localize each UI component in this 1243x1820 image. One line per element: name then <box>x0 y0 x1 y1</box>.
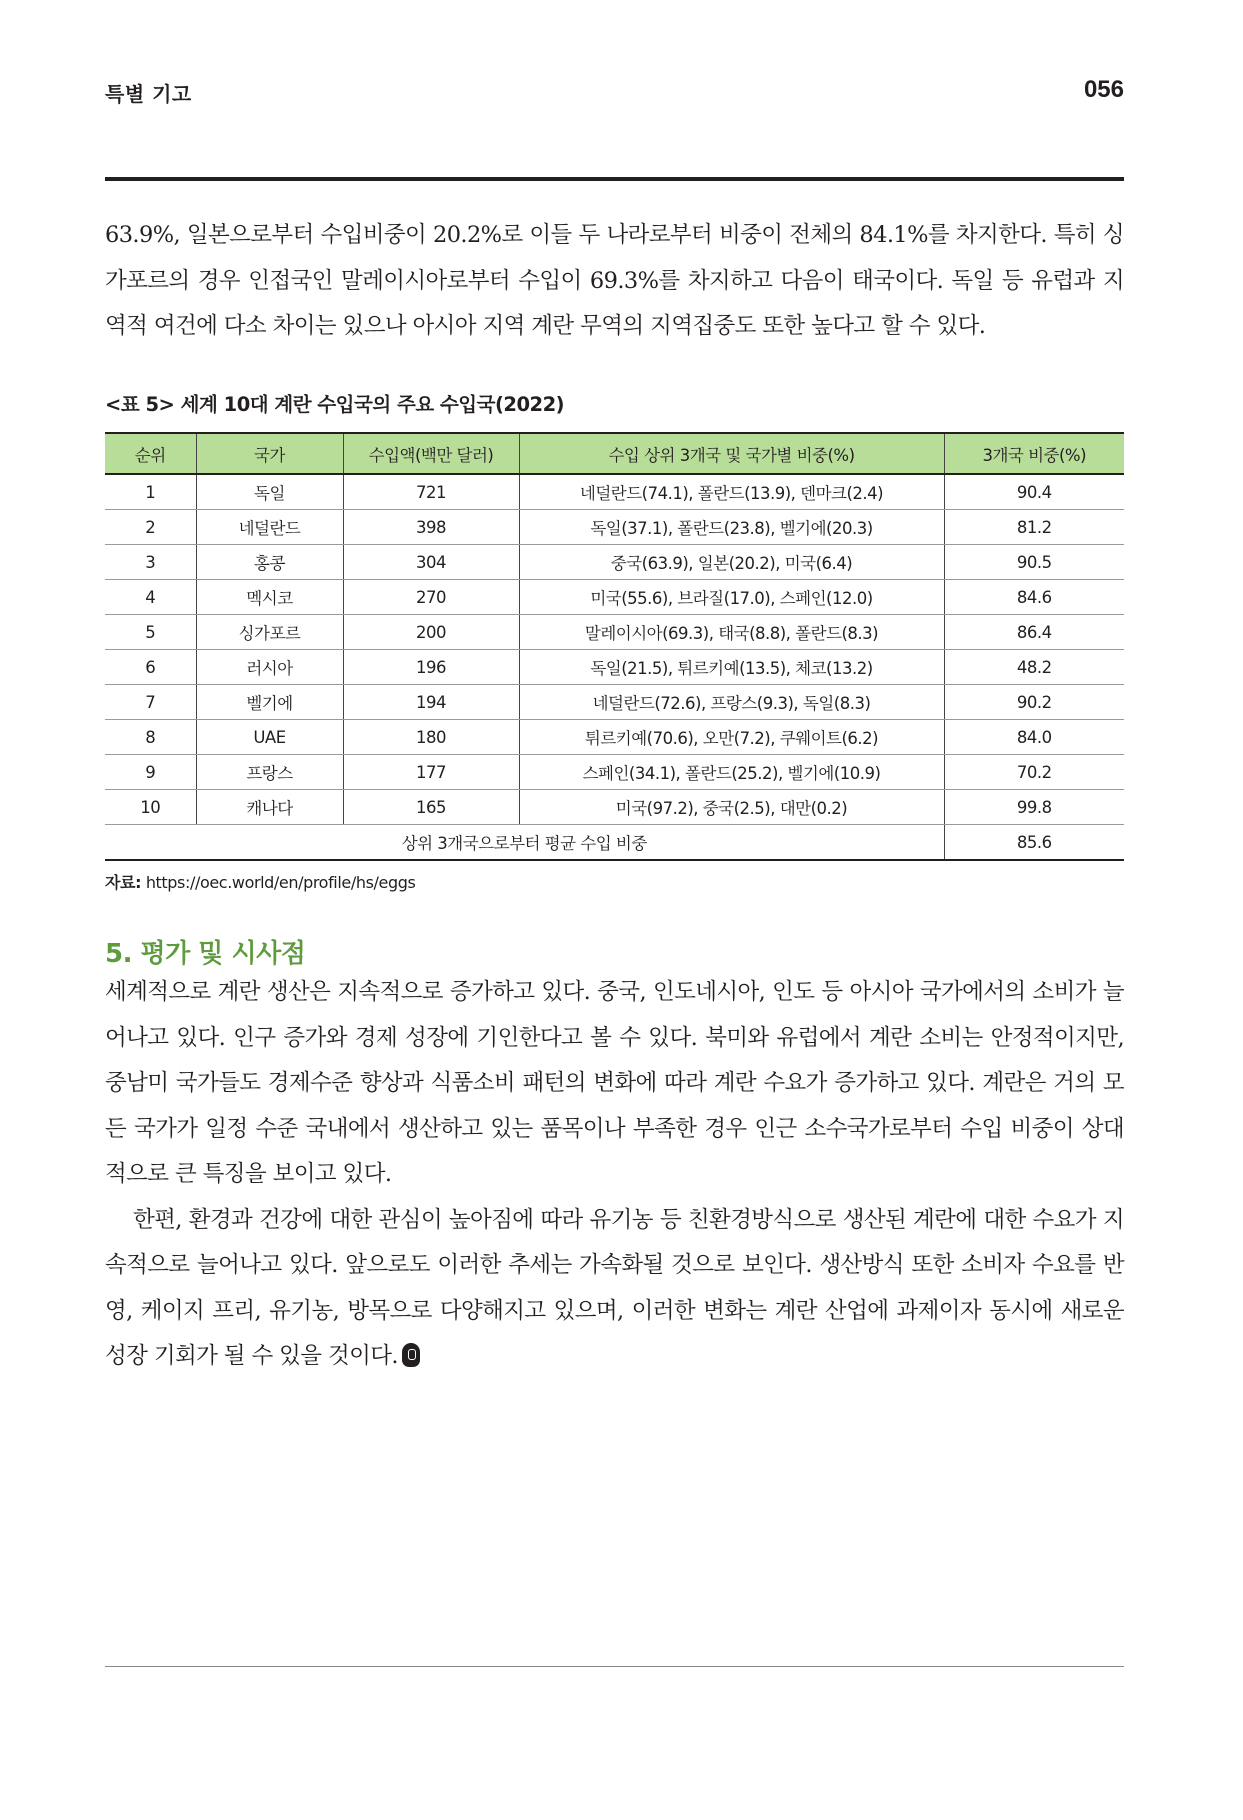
table-title: <표 5> 세계 10대 계란 수입국의 주요 수입국(2022) <box>105 393 565 416</box>
cell-rank: 9 <box>105 755 196 790</box>
col-header-country: 국가 <box>196 433 343 474</box>
section-heading: 5. 평가 및 시사점 <box>105 939 306 969</box>
cell-top3-sources: 네덜란드(72.6), 프랑스(9.3), 독일(8.3) <box>519 685 944 720</box>
section5-paragraph-1: 세계적으로 계란 생산은 지속적으로 증가하고 있다. 중국, 인도네시아, 인도 등 아시아 국가에서의 소비가 늘어나고 있다. 인구 증가와 경제 성장에 기인한다고 볼 수 있다. 북미와 유럽에서 계란 소비는 안정적이지만, 중남미 국가들도 경제수준 향상과 식품소비 패턴의 변화에 따라 계란 수요가 증가하고 있다. 계란은 거의 모든 국가가 일정 수준 국내에서 생산하고 있는 품목이나 부족한 경우 인근 소수국가로부터 수입 비중이 상대적으로 큰 특징을 보이고 있다. <box>105 979 1124 1187</box>
cell-rank: 2 <box>105 510 196 545</box>
cell-import-value: 200 <box>343 615 519 650</box>
cell-top3-sources: 독일(37.1), 폴란드(23.8), 벨기에(20.3) <box>519 510 944 545</box>
cell-top3-share: 90.5 <box>944 545 1124 580</box>
section-label: 특별 기고 <box>105 82 192 106</box>
section5-paragraph-2 <box>105 1198 1124 1380</box>
cell-rank: 1 <box>105 474 196 510</box>
col-header-rank: 순위 <box>105 433 196 474</box>
cell-country: UAE <box>196 720 343 755</box>
header-rule <box>105 177 1124 181</box>
table-row <box>105 510 1124 545</box>
cell-rank: 3 <box>105 545 196 580</box>
summary-label: 상위 3개국으로부터 평균 수입 비중 <box>105 825 944 861</box>
cell-country: 멕시코 <box>196 580 343 615</box>
cell-top3-share: 84.6 <box>944 580 1124 615</box>
cell-country: 독일 <box>196 474 343 510</box>
cell-import-value: 180 <box>343 720 519 755</box>
cell-import-value: 196 <box>343 650 519 685</box>
cell-rank: 4 <box>105 580 196 615</box>
cell-top3-share: 90.2 <box>944 685 1124 720</box>
cell-country: 벨기에 <box>196 685 343 720</box>
cell-country: 네덜란드 <box>196 510 343 545</box>
page-number: 056 <box>1083 76 1124 103</box>
col-header-top3-share: 3개국 비중(%) <box>944 433 1124 474</box>
table-row <box>105 580 1124 615</box>
cell-top3-share: 70.2 <box>944 755 1124 790</box>
table-source <box>105 870 415 893</box>
cell-import-value: 194 <box>343 685 519 720</box>
col-header-import-value: 수입액(백만 달러) <box>343 433 519 474</box>
table-row <box>105 685 1124 720</box>
cell-top3-sources: 네덜란드(74.1), 폴란드(13.9), 덴마크(2.4) <box>519 474 944 510</box>
table-row <box>105 615 1124 650</box>
cell-import-value: 270 <box>343 580 519 615</box>
end-mark-icon <box>402 1343 420 1367</box>
footer-rule <box>105 1666 1124 1667</box>
cell-top3-sources: 미국(97.2), 중국(2.5), 대만(0.2) <box>519 790 944 825</box>
source-url: https://oec.world/en/profile/hs/eggs <box>145 873 416 892</box>
cell-rank: 8 <box>105 720 196 755</box>
table-row <box>105 720 1124 755</box>
intro-paragraph: 63.9%, 일본으로부터 수입비중이 20.2%로 이들 두 나라로부터 비중이 전체의 84.1%를 차지한다. 특히 싱가포르의 경우 인접국인 말레이시아로부터 수입이 69.3%를 차지하고 다음이 태국이다. 독일 등 유럽과 지역적 여건에 다소 차이는 있으나 아시아 지역 계란 무역의 지역집중도 또한 높다고 할 수 있다. <box>105 222 1124 339</box>
summary-value: 85.6 <box>944 825 1124 861</box>
table-row <box>105 545 1124 580</box>
cell-import-value: 304 <box>343 545 519 580</box>
cell-rank: 5 <box>105 615 196 650</box>
table-row <box>105 755 1124 790</box>
cell-top3-sources: 중국(63.9), 일본(20.2), 미국(6.4) <box>519 545 944 580</box>
table-header-row <box>105 433 1124 474</box>
section5-paragraph-2-text: 한편, 환경과 건강에 대한 관심이 높아짐에 따라 유기농 등 친환경방식으로 생산된 계란에 대한 수요가 지속적으로 늘어나고 있다. 앞으로도 이러한 추세는 가속화될 것으로 보인다. 생산방식 또한 소비자 수요를 반영, 케이지 프리, 유기농, 방목으로 다양해지고 있으며, 이러한 변화는 계란 산업에 과제이자 동시에 새로운 성장 기회가 될 수 있을 것이다. <box>105 1206 1124 1369</box>
cell-top3-share: 90.4 <box>944 474 1124 510</box>
import-table <box>105 432 1124 861</box>
table-row <box>105 790 1124 825</box>
table-summary-row <box>105 825 1124 861</box>
cell-rank: 6 <box>105 650 196 685</box>
cell-country: 홍콩 <box>196 545 343 580</box>
table-row <box>105 650 1124 685</box>
cell-import-value: 165 <box>343 790 519 825</box>
cell-import-value: 177 <box>343 755 519 790</box>
cell-import-value: 398 <box>343 510 519 545</box>
cell-rank: 10 <box>105 790 196 825</box>
cell-top3-share: 84.0 <box>944 720 1124 755</box>
cell-top3-sources: 독일(21.5), 튀르키예(13.5), 체코(13.2) <box>519 650 944 685</box>
cell-top3-share: 99.8 <box>944 790 1124 825</box>
page-header <box>105 78 1124 108</box>
cell-top3-sources: 말레이시아(69.3), 태국(8.8), 폴란드(8.3) <box>519 615 944 650</box>
cell-rank: 7 <box>105 685 196 720</box>
cell-country: 싱가포르 <box>196 615 343 650</box>
section5-body <box>105 970 1124 1380</box>
cell-import-value: 721 <box>343 474 519 510</box>
cell-top3-share: 81.2 <box>944 510 1124 545</box>
col-header-top3-sources: 수입 상위 3개국 및 국가별 비중(%) <box>519 433 944 474</box>
cell-country: 프랑스 <box>196 755 343 790</box>
source-label: 자료: <box>105 873 142 892</box>
cell-top3-sources: 튀르키예(70.6), 오만(7.2), 쿠웨이트(6.2) <box>519 720 944 755</box>
cell-country: 캐나다 <box>196 790 343 825</box>
cell-top3-share: 48.2 <box>944 650 1124 685</box>
cell-country: 러시아 <box>196 650 343 685</box>
table-row <box>105 474 1124 510</box>
cell-top3-sources: 미국(55.6), 브라질(17.0), 스페인(12.0) <box>519 580 944 615</box>
cell-top3-sources: 스페인(34.1), 폴란드(25.2), 벨기에(10.9) <box>519 755 944 790</box>
intro-paragraph-block <box>105 213 1124 350</box>
cell-top3-share: 86.4 <box>944 615 1124 650</box>
